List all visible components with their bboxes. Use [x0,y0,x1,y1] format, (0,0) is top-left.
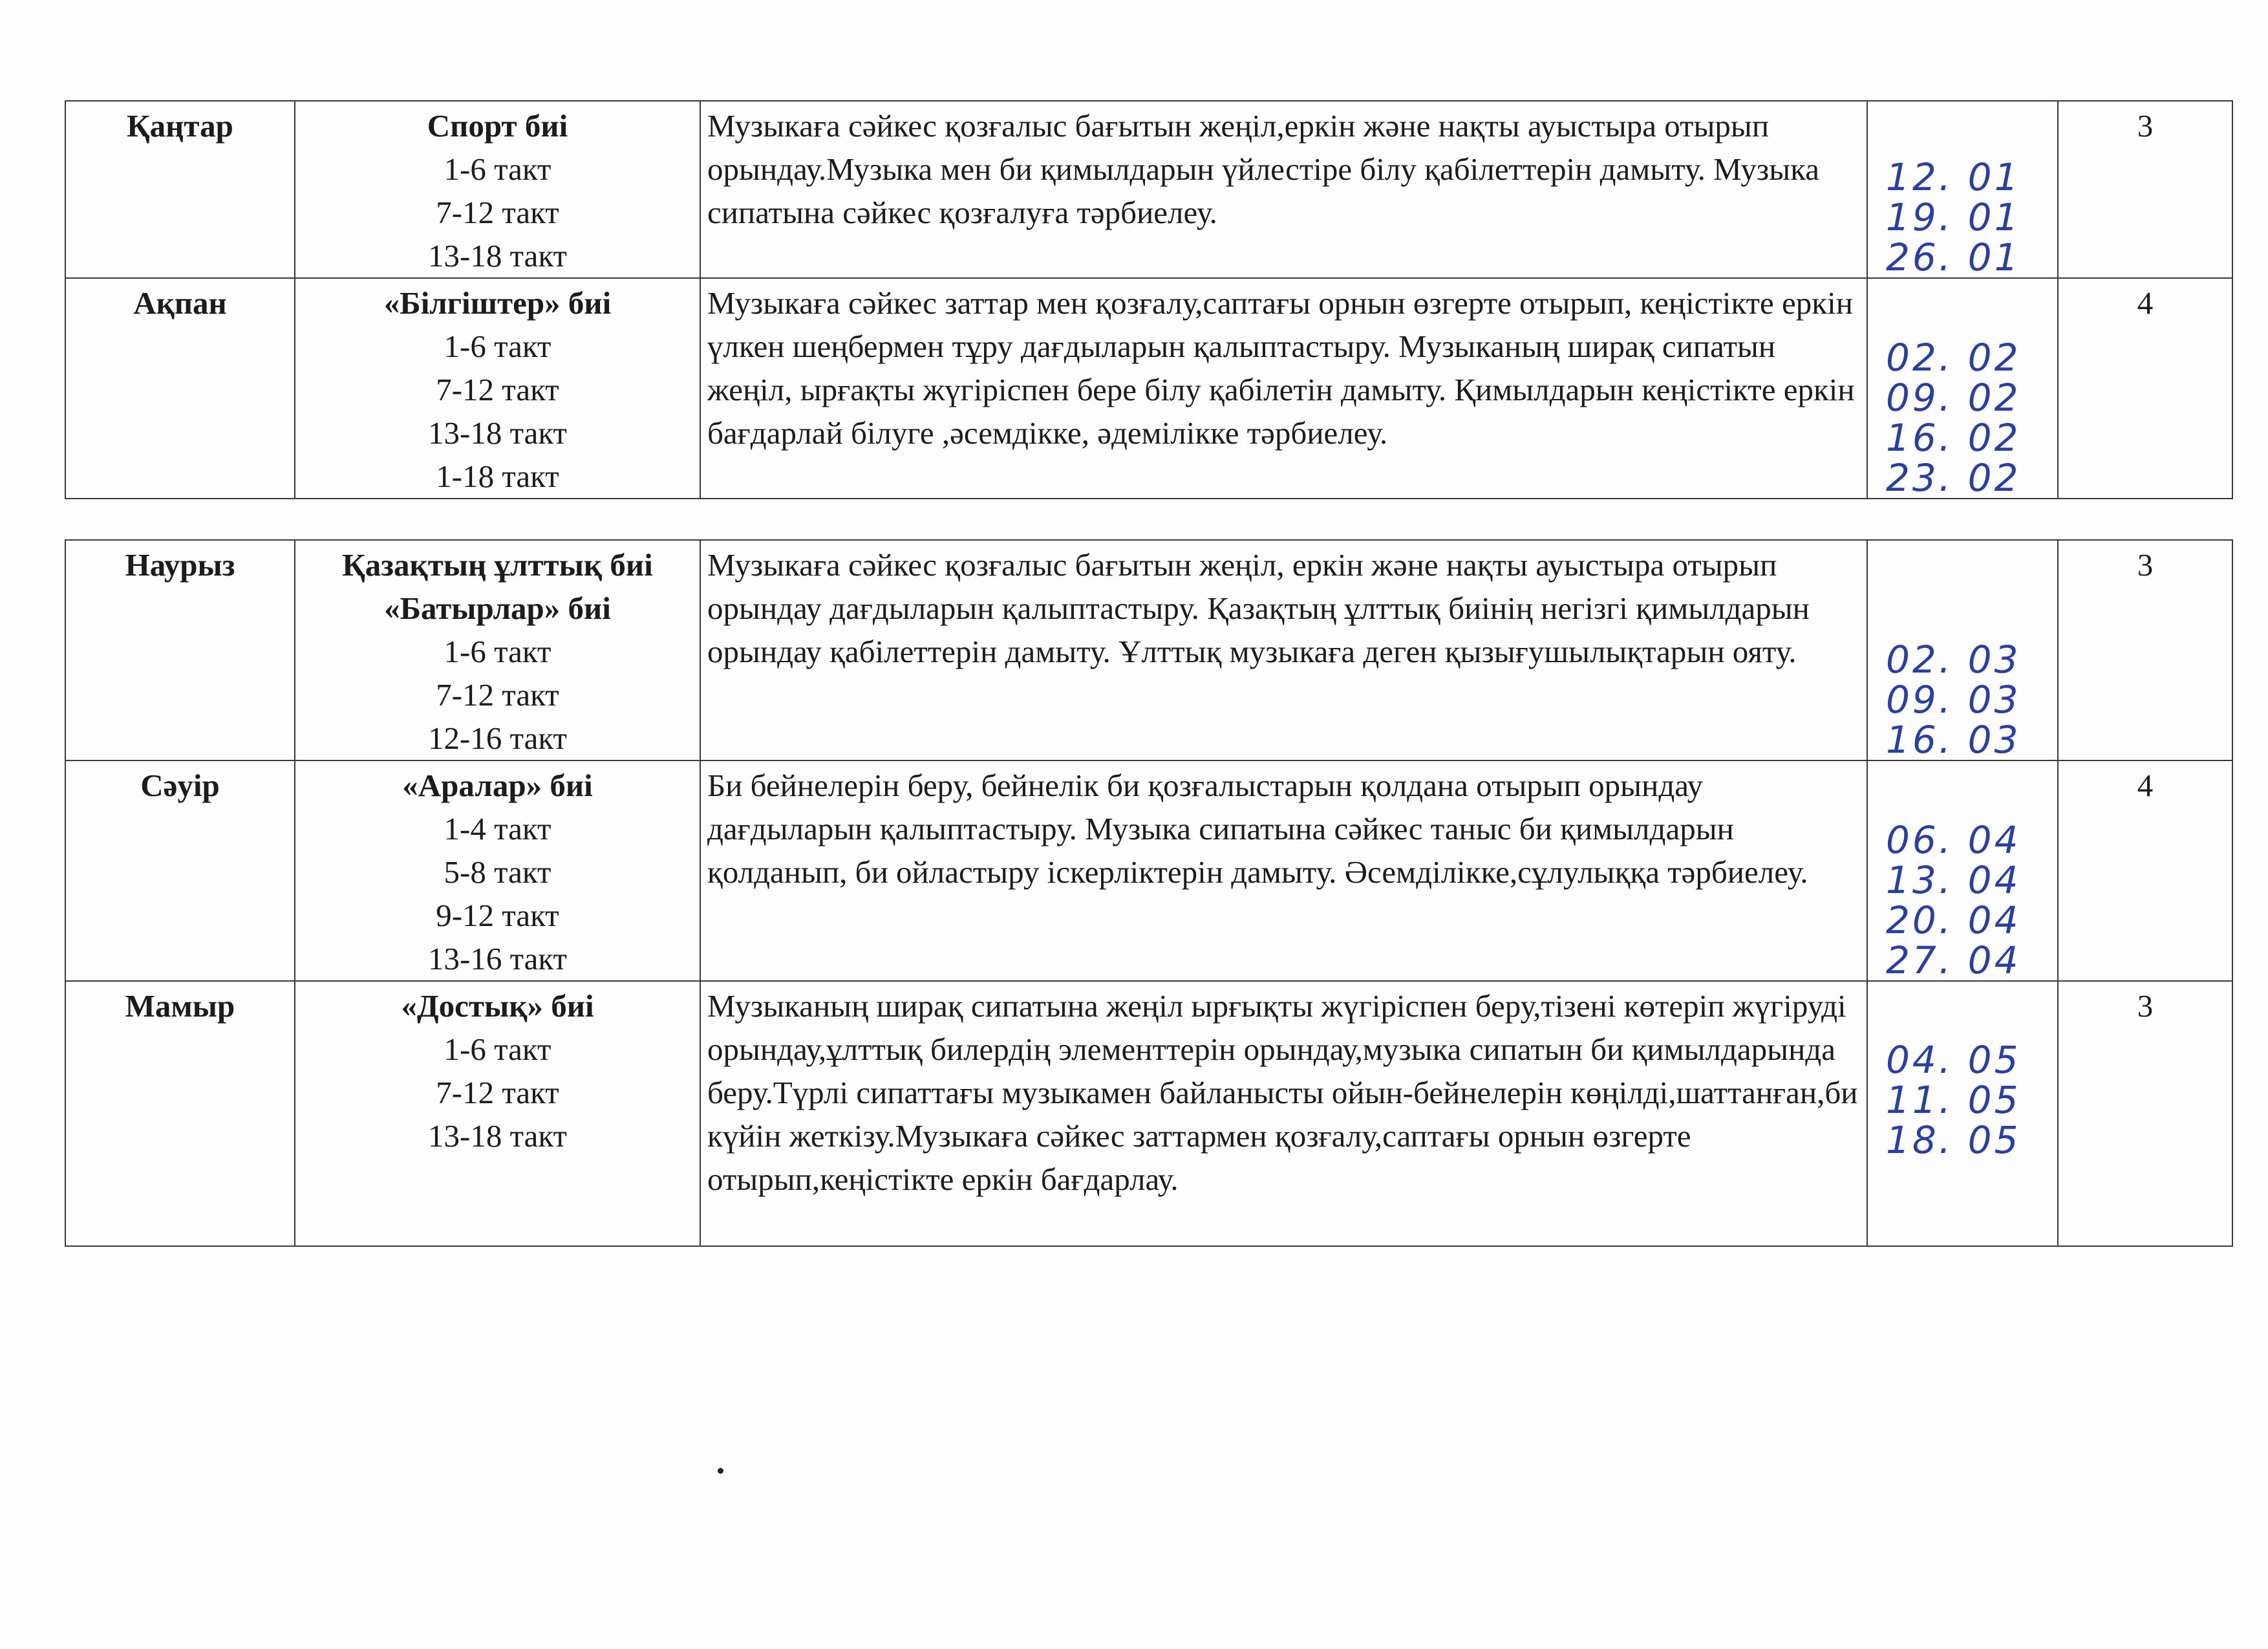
table-row [65,760,2232,981]
dates-cell [1867,540,2058,760]
handwritten-date: 13. 04 [1886,858,2021,902]
bar-range: 1-6 такт [444,329,551,364]
handwritten-date: 06. 04 [1886,818,2021,862]
dance-title: «Аралар» биі [402,768,593,803]
dance-cell [295,278,700,499]
description-cell: Музыкаға сәйкес қозғалыс бағытын жеңіл,еркін және нақты ауыстыра отырып орындау.Музыка мен би қимылдарын үйлестіре білу қабілеттерін дамыту. Музыка сипатына сәйкес қозғалуға тәрбиелеу. [700,101,1867,278]
handwritten-date: 09. 03 [1886,678,2021,722]
bar-range: 7-12 такт [436,1075,559,1110]
bar-range: 13-16 такт [428,941,567,976]
handwritten-date: 20. 04 [1886,898,2021,942]
hours-cell: 3 [2058,540,2232,760]
dance-cell [295,760,700,981]
plan-table-2 [65,539,2233,1247]
handwritten-date: 02. 02 [1886,336,2021,380]
bar-range: 13-18 такт [428,1118,567,1154]
table-row [65,101,2232,278]
handwritten-date: 11. 05 [1886,1078,2021,1122]
handwritten-date: 16. 02 [1886,416,2021,460]
handwritten-date: 02. 03 [1886,638,2021,682]
month-cell: Мамыр [65,981,295,1246]
bar-range: 13-18 такт [428,238,567,274]
handwritten-date: 04. 05 [1886,1038,2021,1082]
handwritten-date: 09. 02 [1886,376,2021,420]
stray-dot [718,1468,723,1474]
table-row [65,981,2232,1246]
hours-cell: 3 [2058,101,2232,278]
bar-range: 7-12 такт [436,195,559,230]
bar-range: 9-12 такт [436,898,559,933]
description-cell: Би бейнелерін беру, бейнелік би қозғалыстарын қолдана отырып орындау дағдыларын қалыптастыру. Музыка сипатына сәйкес таныс би қимылдарын қолданып, би ойластыру іскерліктерін дамыту. Әсемділікке,сұлулыққа тәрбиелеу. [700,760,1867,981]
month-cell: Наурыз [65,540,295,760]
hours-cell: 4 [2058,760,2232,981]
dance-title: Қазақтың ұлттық биі «Батырлар» биі [342,547,653,626]
month-cell: Қаңтар [65,101,295,278]
dates-cell [1867,101,2058,278]
month-cell: Ақпан [65,278,295,499]
table-row [65,540,2232,760]
dates-cell [1867,981,2058,1246]
dates-cell [1867,278,2058,499]
dance-title: Спорт биі [427,108,568,144]
month-cell: Сәуір [65,760,295,981]
bar-range: 7-12 такт [436,372,559,407]
hours-cell: 4 [2058,278,2232,499]
plan-table-1 [65,100,2233,499]
handwritten-date: 27. 04 [1886,938,2021,982]
dance-title: «Достық» биі [401,988,594,1024]
hours-cell: 3 [2058,981,2232,1246]
table-row [65,278,2232,499]
bar-range: 1-6 такт [444,634,551,669]
bar-range: 5-8 такт [444,854,551,890]
dance-cell [295,101,700,278]
handwritten-date: 12. 01 [1886,155,2021,199]
dance-cell [295,540,700,760]
bar-range: 1-6 такт [444,1031,551,1067]
handwritten-date: 18. 05 [1886,1118,2021,1162]
bar-range: 12-16 такт [428,720,567,756]
bar-range: 1-4 такт [444,811,551,846]
dance-title: «Білгіштер» биі [383,285,612,321]
description-cell: Музыкаға сәйкес қозғалыс бағытын жеңіл, еркін және нақты ауыстыра отырып орындау дағдыларын қалыптастыру. Қазақтың ұлттық биінің негізгі қимылдарын орындау қабілеттерін дамыту. Ұлттық музыкаға деген қызығушылықтарын ояту. [700,540,1867,760]
handwritten-date: 16. 03 [1886,718,2021,762]
dates-cell [1867,760,2058,981]
handwritten-date: 19. 01 [1886,195,2021,239]
bar-range: 1-6 такт [444,151,551,187]
handwritten-date: 26. 01 [1886,235,2021,279]
description-cell: Музыкаға сәйкес заттар мен қозғалу,саптағы орнын өзгерте отырып, кеңістікте еркін үлкен шеңбермен тұру дағдыларын қалыптастыру. Музыканың ширақ сипатын жеңіл, ырғақты жүгіріспен бере білу қабілетін дамыту. Қимылдарын кеңістікте еркін бағдарлай білуге ,әсемдікке, әдемілікке тәрбиелеу. [700,278,1867,499]
handwritten-date: 23. 02 [1886,456,2021,500]
bar-range: 13-18 такт [428,415,567,451]
dance-cell [295,981,700,1246]
bar-range: 7-12 такт [436,677,559,713]
description-cell: Музыканың ширақ сипатына жеңіл ырғықты жүгіріспен беру,тізені көтеріп жүгіруді орындау,ұлттық билердің элементтерін орындау,музыка сипатын би қимылдарында беру.Түрлі сипаттағы музыкамен байланысты ойын-бейнелерін көңілді,шаттанған,би күйін жеткізу.Музыкаға сәйкес заттармен қозғалу,саптағы орнын өзгерте отырып,кеңістікте еркін бағдарлау. [700,981,1867,1246]
bar-range: 1-18 такт [436,458,559,494]
